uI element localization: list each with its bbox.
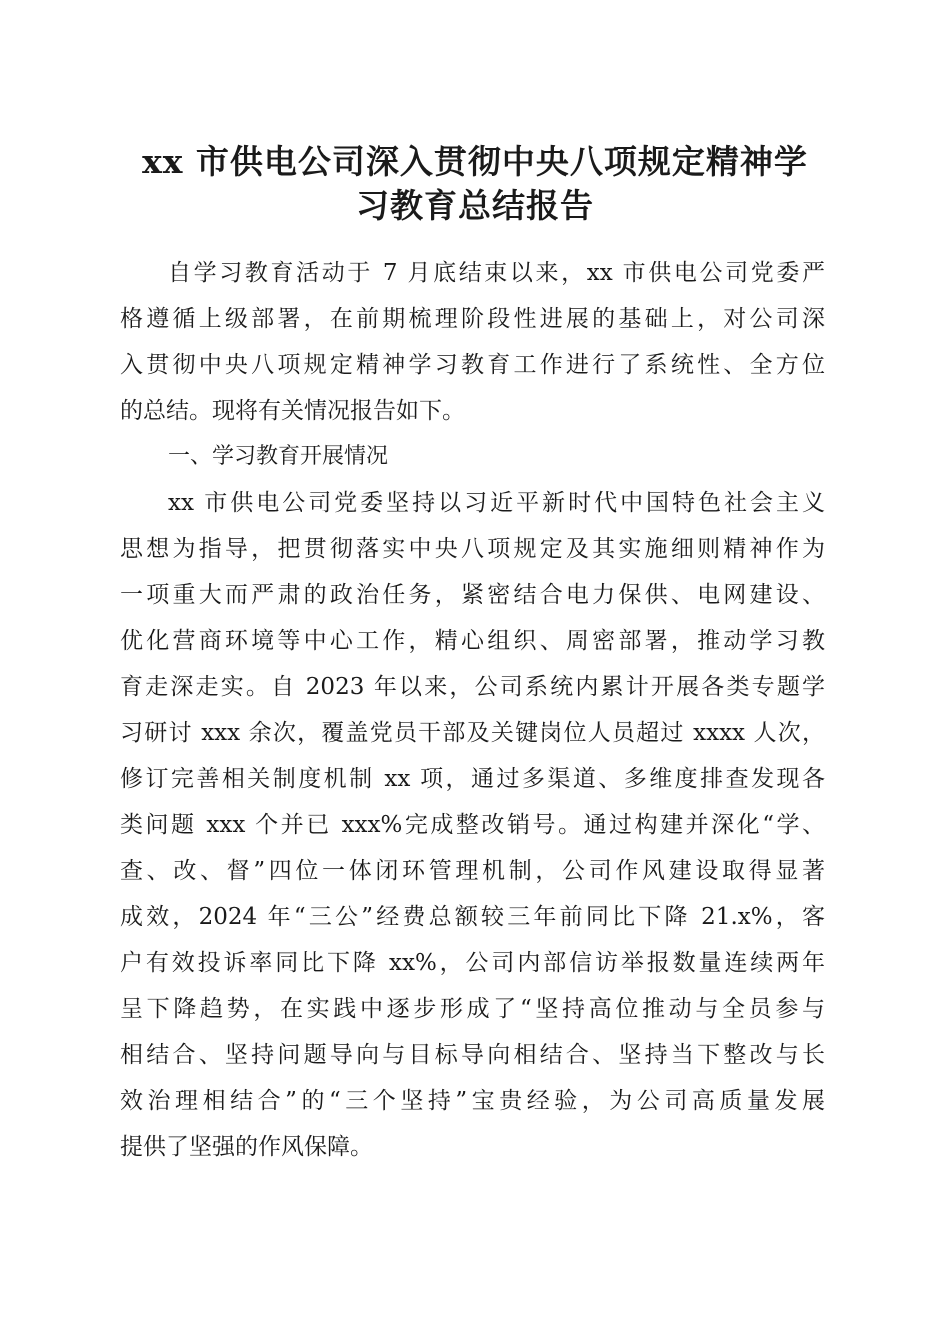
title-line: 习教育总结报告 <box>356 186 594 225</box>
section-paragraph-line: 思想为指导，把贯彻落实中央八项规定及其实施细则精神作为 <box>120 536 825 562</box>
section-paragraph-line: 呈下降趋势，在实践中逐步形成了“坚持高位推动与全员参与 <box>120 996 825 1022</box>
section-paragraph-line: 习研讨 xxx 余次，覆盖党员干部及关键岗位人员超过 xxxx 人次， <box>120 720 825 746</box>
section-paragraph-line: 修订完善相关制度机制 xx 项，通过多渠道、多维度排查发现各 <box>120 766 825 792</box>
document-body <box>120 250 825 1170</box>
section-paragraph-line: 效治理相结合”的“三个坚持”宝贵经验，为公司高质量发展 <box>120 1088 825 1114</box>
intro-paragraph-line: 入贯彻中央八项规定精神学习教育工作进行了系统性、全方位 <box>120 352 825 378</box>
section-paragraph-line: 查、改、督”四位一体闭环管理机制，公司作风建设取得显著 <box>120 858 825 884</box>
section-paragraph-line: 类问题 xxx 个并已 xxx%完成整改销号。通过构建并深化“学、 <box>120 812 825 838</box>
section-heading: 一、学习教育开展情况 <box>168 444 389 469</box>
intro-paragraph-line: 自学习教育活动于 7 月底结束以来，xx 市供电公司党委严 <box>168 260 825 286</box>
section-paragraph-line: 优化营商环境等中心工作，精心组织、周密部署，推动学习教 <box>120 628 825 654</box>
section-paragraph-line: 育走深走实。自 2023 年以来，公司系统内累计开展各类专题学 <box>120 674 825 700</box>
section-paragraph-line: 相结合、坚持问题导向与目标导向相结合、坚持当下整改与长 <box>120 1042 825 1068</box>
intro-paragraph-line: 的总结。现将有关情况报告如下。 <box>120 398 465 424</box>
section-paragraph-line: 成效，2024 年“三公”经费总额较三年前同比下降 21.x%，客 <box>120 904 825 930</box>
document-title <box>100 140 850 228</box>
section-paragraph-line: 提供了坚强的作风保障。 <box>120 1134 373 1160</box>
section-paragraph-line: 一项重大而严肃的政治任务，紧密结合电力保供、电网建设、 <box>120 582 825 608</box>
title-line: xx 市供电公司深入贯彻中央八项规定精神学 <box>142 142 808 181</box>
intro-paragraph-line: 格遵循上级部署，在前期梳理阶段性进展的基础上，对公司深 <box>120 306 825 332</box>
section-paragraph-line: xx 市供电公司党委坚持以习近平新时代中国特色社会主义 <box>168 490 825 516</box>
section-paragraph-line: 户有效投诉率同比下降 xx%，公司内部信访举报数量连续两年 <box>120 950 825 976</box>
